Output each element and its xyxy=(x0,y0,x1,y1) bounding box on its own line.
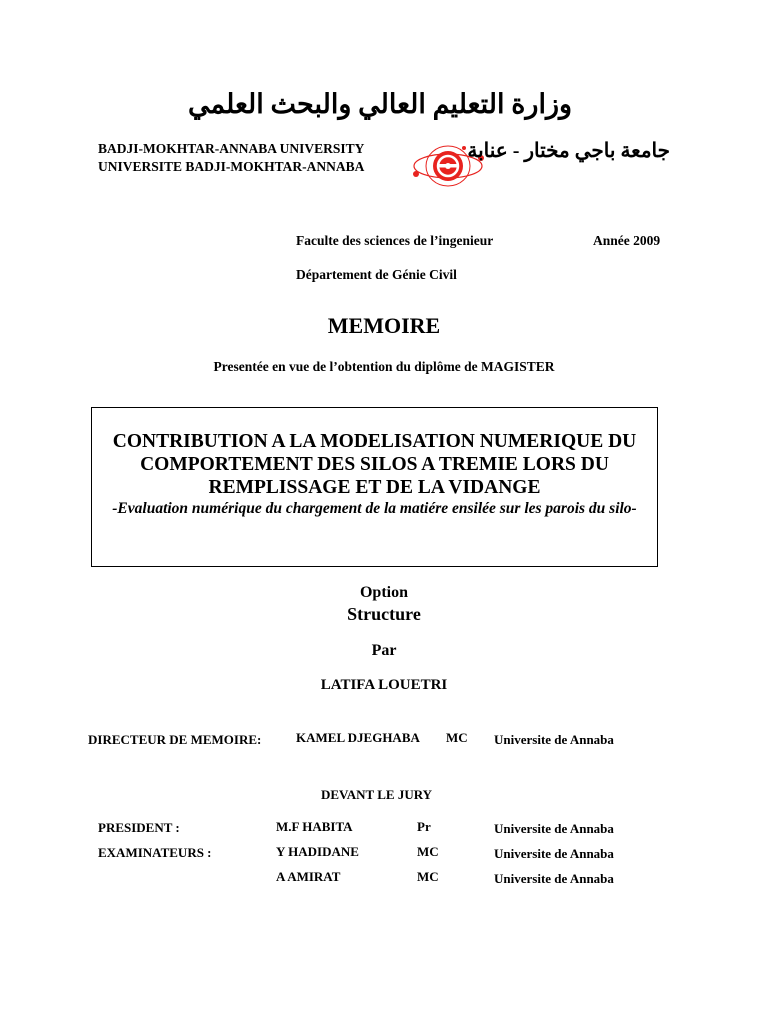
jury-member-grade: Pr xyxy=(417,819,431,834)
jury-member-name: M.F HABITA xyxy=(276,819,353,834)
director-university: Universite de Annaba xyxy=(494,732,614,747)
jury-role: EXAMINATEURS : xyxy=(98,845,212,860)
by-label: Par xyxy=(371,642,397,659)
university-name-french: UNIVERSITE BADJI-MOKHTAR-ANNABA xyxy=(98,159,365,174)
jury-member-university: Universite de Annaba xyxy=(494,846,614,861)
academic-year: Année 2009 xyxy=(593,233,661,248)
ministry-heading-arabic: وزارة التعليم العالي والبحث العلمي xyxy=(187,89,573,119)
jury-member-name: Y HADIDANE xyxy=(276,844,359,859)
jury-member-grade: MC xyxy=(417,869,439,884)
degree-purpose: Presentée en vue de l’obtention du diplôme de MAGISTER xyxy=(213,359,555,374)
university-name-english: BADJI-MOKHTAR-ANNABA UNIVERSITY xyxy=(98,141,365,156)
document-type-heading: MEMOIRE xyxy=(327,313,441,338)
jury-member-grade: MC xyxy=(417,844,439,859)
jury-member-university: Universite de Annaba xyxy=(494,871,614,886)
option-value: Structure xyxy=(347,604,421,624)
university-name-arabic: جامعة باجي مختار - عنابة xyxy=(467,140,670,162)
author-name: LATIFA LOUETRI xyxy=(320,677,448,693)
department-name: Département de Génie Civil xyxy=(296,267,457,282)
director-name: KAMEL DJEGHABA xyxy=(296,730,420,745)
thesis-title: CONTRIBUTION A LA MODELISATION NUMERIQUE DU COMPORTEMENT DES SILOS A TREMIE LORS DU REMPLISSAGE ET DE LA VIDANGE xyxy=(112,431,637,498)
faculty-name: Faculte des sciences de l’ingenieur xyxy=(296,233,494,248)
director-label: DIRECTEUR DE MEMOIRE: xyxy=(88,732,262,747)
thesis-title-box xyxy=(91,407,658,567)
jury-heading: DEVANT LE JURY xyxy=(321,787,433,802)
jury-role: PRESIDENT : xyxy=(98,820,180,835)
director-grade: MC xyxy=(446,730,468,745)
jury-member-name: A AMIRAT xyxy=(276,869,341,884)
jury-member-university: Universite de Annaba xyxy=(494,821,614,836)
option-label: Option xyxy=(359,584,408,601)
thesis-subtitle: -Evaluation numérique du chargement de la matiére ensilée sur les parois du silo- xyxy=(112,500,637,517)
